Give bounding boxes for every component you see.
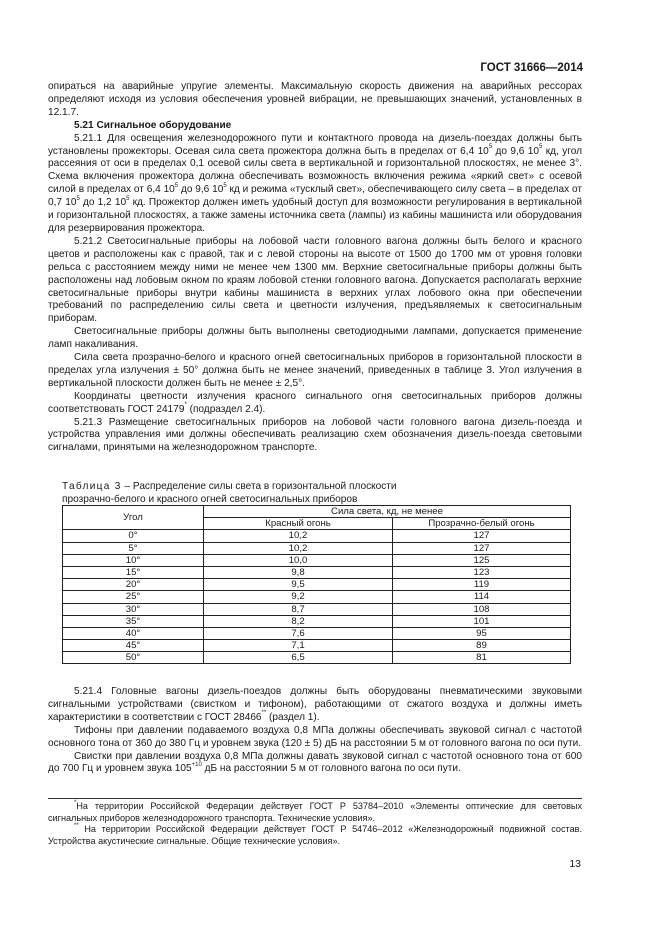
- text-run: Координаты цветности излучения красного сигнального огня светосигнальных приборов должны соответствовать ГОСТ 24179: [48, 390, 582, 415]
- caption-text: – Распределение силы света в горизонтальной плоскости: [121, 481, 397, 492]
- paragraph-led: Светосигнальные приборы должны быть выполнены светодиодными лампами, допускается применение ламп накаливания.: [48, 326, 582, 351]
- text-run: дБ на расстоянии 5 м от головного вагона по оси пути.: [201, 763, 461, 775]
- cell-white: 101: [393, 615, 571, 627]
- table-row: [63, 640, 571, 652]
- cell-angle: 40°: [63, 627, 204, 639]
- paragraph-chromaticity: [48, 391, 582, 417]
- standard-header: ГОСТ 31666—2014: [480, 62, 583, 74]
- cell-white: 81: [393, 652, 571, 664]
- main-text: [48, 81, 582, 455]
- text-after-table: [48, 686, 582, 776]
- table-row: [63, 627, 571, 639]
- text-run: до 1,2 10: [79, 197, 127, 209]
- cell-red: 7,6: [204, 627, 393, 639]
- superscript: +10: [191, 762, 202, 769]
- cell-white: 123: [393, 566, 571, 578]
- cell-white: 108: [393, 603, 571, 615]
- text-run: 5.21.1 Для освещения железнодорожного пути и контактного провода на дизель-поездах должны быть установлены прожекторы. Осевая сила света прожектора должна быть в пределах от 6,4 10: [48, 132, 582, 157]
- cell-red: 7,1: [204, 640, 393, 652]
- page-number: 13: [569, 858, 581, 870]
- table-row: [63, 566, 571, 578]
- paragraph-5-21-2: 5.21.2 Светосигнальные приборы на лобовой части головного вагона должны быть белого и красного цветов и расположены как с правой, так и с левой стороны на высоте от 1500 до 1700 мм от уровня головки рельса с расстоянием между ними не менее чем 1300 мм. Верхние светосигнальные приборы должны быть расположены над лобовым окном по краям лобовой стенки головного вагона. Допускается располагать верхние светосигнальные приборы внутри кабины машиниста в верхних углах лобового окна при обеспечении требований по распределению силы света и цветности излучения, предъявляемых к светосигнальным приборам.: [48, 235, 582, 325]
- caption-line-2: прозрачно-белого и красного огней светосигнальных приборов: [62, 493, 358, 505]
- paragraph-typhon: Тифоны при давлении подаваемого воздуха 0,8 МПа должны обеспечивать звуковой сигнал с частотой основного тона от 360 до 380 Гц и уровнем звука (120 ± 5) дБ на расстоянии 5 м от головного вагона по оси пути.: [48, 724, 582, 749]
- text-run: до 9,6 10: [178, 184, 224, 196]
- table-row: [63, 615, 571, 627]
- cell-angle: 30°: [63, 603, 204, 615]
- cell-red: 9,8: [204, 566, 393, 578]
- table-body: [63, 530, 571, 664]
- paragraph-whistle: [48, 751, 582, 777]
- text-run: (подраздел 2.4).: [186, 403, 266, 415]
- table-row: [63, 591, 571, 603]
- cell-white: 95: [393, 627, 571, 639]
- cell-angle: 10°: [63, 554, 204, 566]
- header-intensity: Сила света, кд, не менее: [204, 506, 571, 518]
- header-angle: Угол: [63, 506, 204, 530]
- paragraph-5-21-4: [48, 686, 582, 725]
- light-intensity-table: [62, 505, 571, 664]
- cell-white: 114: [393, 591, 571, 603]
- cell-white: 89: [393, 640, 571, 652]
- cell-angle: 45°: [63, 640, 204, 652]
- table-row: [63, 652, 571, 664]
- cell-angle: 15°: [63, 566, 204, 578]
- header-red: Красный огонь: [204, 518, 393, 530]
- superscript: 5: [539, 144, 543, 151]
- text-run: 5.21.4 Головные вагоны дизель-поездов должны быть оборудованы пневматическими звуковыми сигнальными устройствами (свистком и тифоном), работающими от сжатого воздуха и должны иметь характеристики в соответствии с ГОСТ 28466: [48, 686, 582, 723]
- cell-angle: 5°: [63, 542, 204, 554]
- header-white: Прозрачно-белый огонь: [393, 518, 571, 530]
- table-row: [63, 554, 571, 566]
- footnote-mark: *: [74, 799, 77, 806]
- cell-angle: 50°: [63, 652, 204, 664]
- cell-red: 8,2: [204, 615, 393, 627]
- paragraph-intensity: Сила света прозрачно-белого и красного огней светосигнальных приборов в горизонтальной плоскости в пределах угла излучения ± 50° должна быть не менее значений, приведенных в таблице 3. Угол излучения в вертикальной плоскости должен быть не менее ± 2,5°.: [48, 352, 582, 389]
- paragraph-5-21-1: [48, 133, 582, 236]
- cell-red: 10,0: [204, 554, 393, 566]
- table-row: [63, 579, 571, 591]
- caption-line-1: [62, 481, 582, 494]
- cell-white: 119: [393, 579, 571, 591]
- cell-angle: 25°: [63, 591, 204, 603]
- footnote-mark: **: [74, 823, 79, 830]
- cell-white: 127: [393, 542, 571, 554]
- cell-red: 10,2: [204, 542, 393, 554]
- cell-red: 6,5: [204, 652, 393, 664]
- footnote-text: На территории Российской Федерации действует ГОСТ Р 54746–2012 «Железнодорожный подвижной состав. Устройства акустические сигнальные. Общие технические условия».: [48, 824, 582, 846]
- footnote-text: На территории Российской Федерации действует ГОСТ Р 53784–2010 «Элементы оптические для световых сигнальных приборов железнодорожного транспорта. Технические условия».: [48, 801, 582, 823]
- cell-angle: 35°: [63, 615, 204, 627]
- footnote-2: [48, 824, 582, 847]
- text-run: кд, угол рассеяния от оси в пределах 0,1 осевой силы света в вертикальной и горизонтальной плоскостях, не менее 3°. Схема включения прожектора должна обеспечивать возможность включения режима «яркий свет» с осевой силой в пределах от 6,4 10: [48, 145, 582, 196]
- superscript: 5: [488, 144, 493, 151]
- superscript: 5: [223, 182, 227, 189]
- cell-angle: 20°: [63, 579, 204, 591]
- cell-white: 125: [393, 554, 571, 566]
- section-title: 5.21 Сигнальное оборудование: [74, 119, 232, 131]
- table-row: [63, 542, 571, 554]
- footnote-ref: *: [184, 402, 187, 409]
- footnotes: [48, 801, 582, 847]
- cell-red: 9,2: [204, 591, 393, 603]
- text-run: Свистки при давлении воздуха 0,8 МПа должны давать звуковой сигнал с частотой основного тона от 600 до 700 Гц и уровнем звука 105: [48, 750, 582, 775]
- footnote-1: [48, 801, 582, 824]
- superscript: 5: [174, 182, 179, 189]
- superscript: 5: [76, 195, 80, 202]
- caption-label: Таблица 3: [62, 481, 122, 492]
- cell-red: 9,5: [204, 579, 393, 591]
- footnote-ref: **: [261, 710, 267, 717]
- text-run: кд и режима «тусклый свет», обеспечивающего силу света – в пределах от 0,7 10: [48, 184, 582, 209]
- superscript: 5: [126, 195, 130, 202]
- paragraph-5-21-3: 5.21.3 Размещение светосигнальных приборов на лобовой части головного вагона дизель-поезда и устройства управления ими должны обеспечивать реализацию схем обозначения дизель-поезда световыми сигналами, принятыми на железнодорожном транспорте.: [48, 416, 582, 454]
- cell-angle: 0°: [63, 530, 204, 542]
- paragraph-intro: опираться на аварийные упругие элементы. Максимальную скорость движения на аварийных рессорах определяют исходя из условия обеспечения уровней вибрации, не превышающих значений, установленных в 12.1.7.: [48, 81, 582, 118]
- cell-white: 127: [393, 530, 571, 542]
- table-caption: [62, 481, 582, 506]
- footnote-divider: [48, 798, 582, 799]
- cell-red: 8,7: [204, 603, 393, 615]
- text-run: кд. Прожектор должен иметь удобный доступ для возможности регулирования в вертикальной и горизонтальной плоскостях, а также замены источника света (лампы) из кабины машиниста или оборудования для резервирования прожектора.: [48, 197, 582, 234]
- text-run: до 9,6 10: [492, 145, 540, 157]
- table-row: [63, 530, 571, 542]
- cell-red: 10,2: [204, 530, 393, 542]
- table-row: [63, 603, 571, 615]
- text-run: (раздел 1).: [266, 711, 320, 723]
